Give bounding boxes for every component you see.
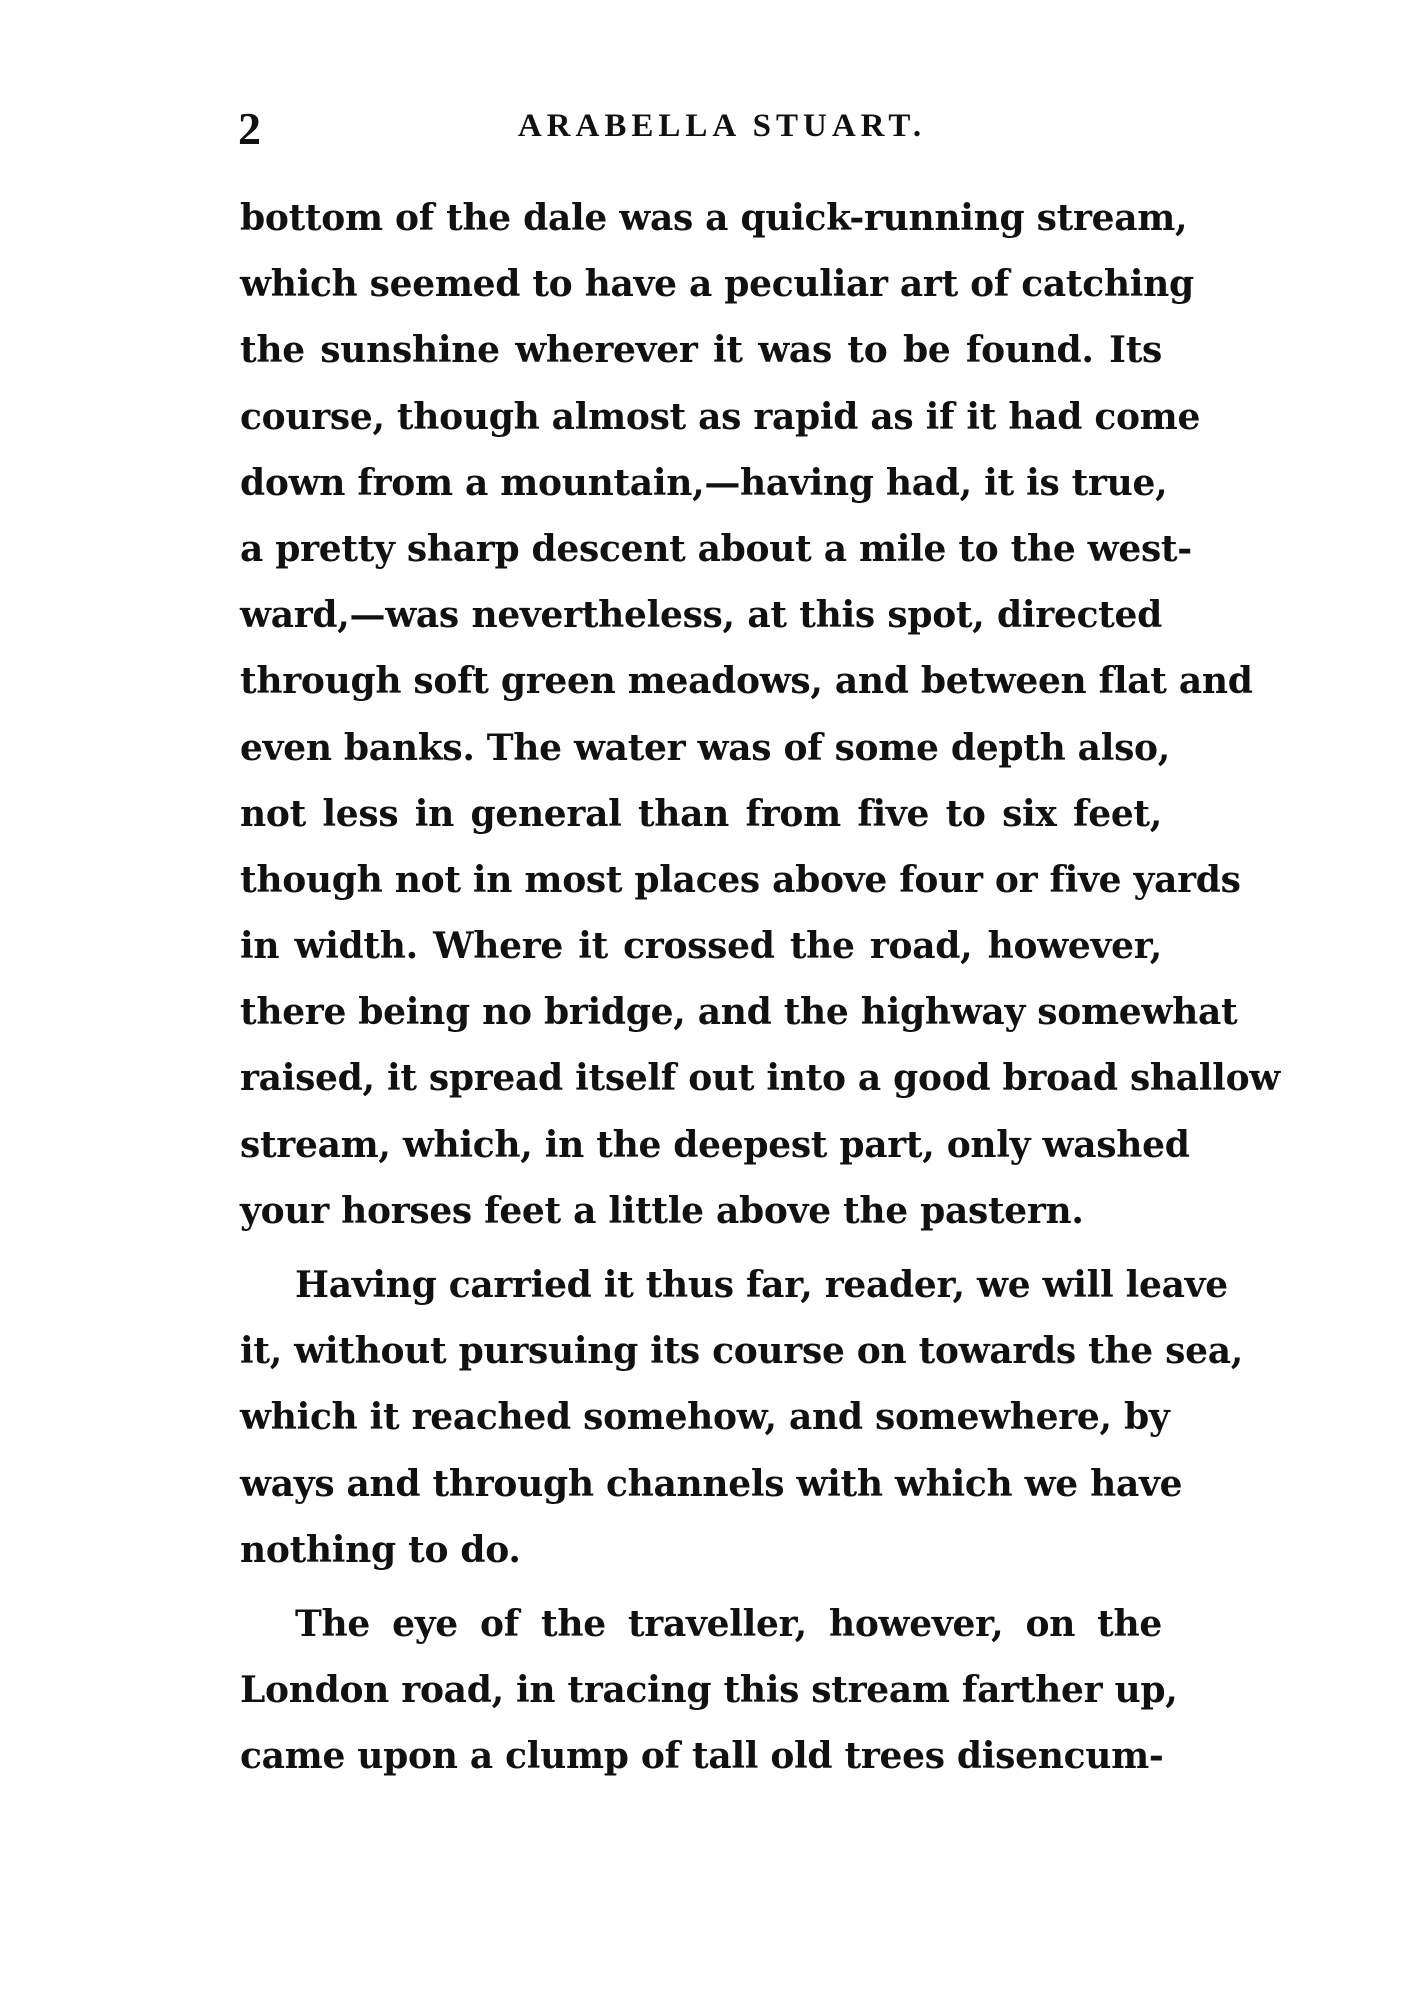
text-line: in width. Where it crossed the road, however, (240, 925, 1162, 968)
text-line: stream, which, in the deepest part, only washed (240, 1123, 1190, 1166)
text-line: ways and through channels with which we have (240, 1462, 1183, 1505)
text-line: through soft green meadows, and between flat and (240, 660, 1253, 703)
text-line: a pretty sharp descent about a mile to the west- (240, 527, 1192, 570)
text-line: bottom of the dale was a quick-running stream, (240, 197, 1188, 239)
text-line: course, though almost as rapid as if it had come (240, 395, 1201, 438)
text-line: there being no bridge, and the highway somewhat (240, 991, 1238, 1034)
text-line: down from a mountain,—having had, it is true, (240, 461, 1168, 504)
text-line: ward,—was nevertheless, at this spot, directed (240, 594, 1162, 637)
text-line: which it reached somehow, and somewhere, by (240, 1396, 1170, 1439)
body-text (240, 185, 1280, 1790)
text-line: The eye of the traveller, however, on the (295, 1602, 1162, 1645)
text-line: your horses feet a little above the pastern. (240, 1189, 1084, 1232)
paragraph-1 (240, 185, 1280, 1244)
text-line: nothing to do. (240, 1528, 521, 1571)
text-line: came upon a clump of tall old trees disencum- (240, 1735, 1164, 1778)
text-line: raised, it spread itself out into a good broad shallow (240, 1057, 1280, 1100)
paragraph-3 (240, 1591, 1178, 1790)
text-line: London road, in tracing this stream farther up, (240, 1669, 1178, 1712)
text-line: though not in most places above four or five yards (240, 858, 1241, 901)
page-number: 2 (238, 103, 261, 154)
text-line: the sunshine wherever it was to be found. Its (240, 329, 1162, 372)
paragraph-2 (240, 1252, 1243, 1583)
text-line: it, without pursuing its course on towards the sea, (240, 1330, 1243, 1373)
text-line: even banks. The water was of some depth also, (240, 726, 1170, 769)
running-title: ARABELLA STUART. (517, 108, 927, 144)
text-line: not less in general than from five to six feet, (240, 792, 1162, 835)
text-line: Having carried it thus far, reader, we will leave (295, 1264, 1228, 1306)
text-line: which seemed to have a peculiar art of catching (240, 263, 1194, 306)
